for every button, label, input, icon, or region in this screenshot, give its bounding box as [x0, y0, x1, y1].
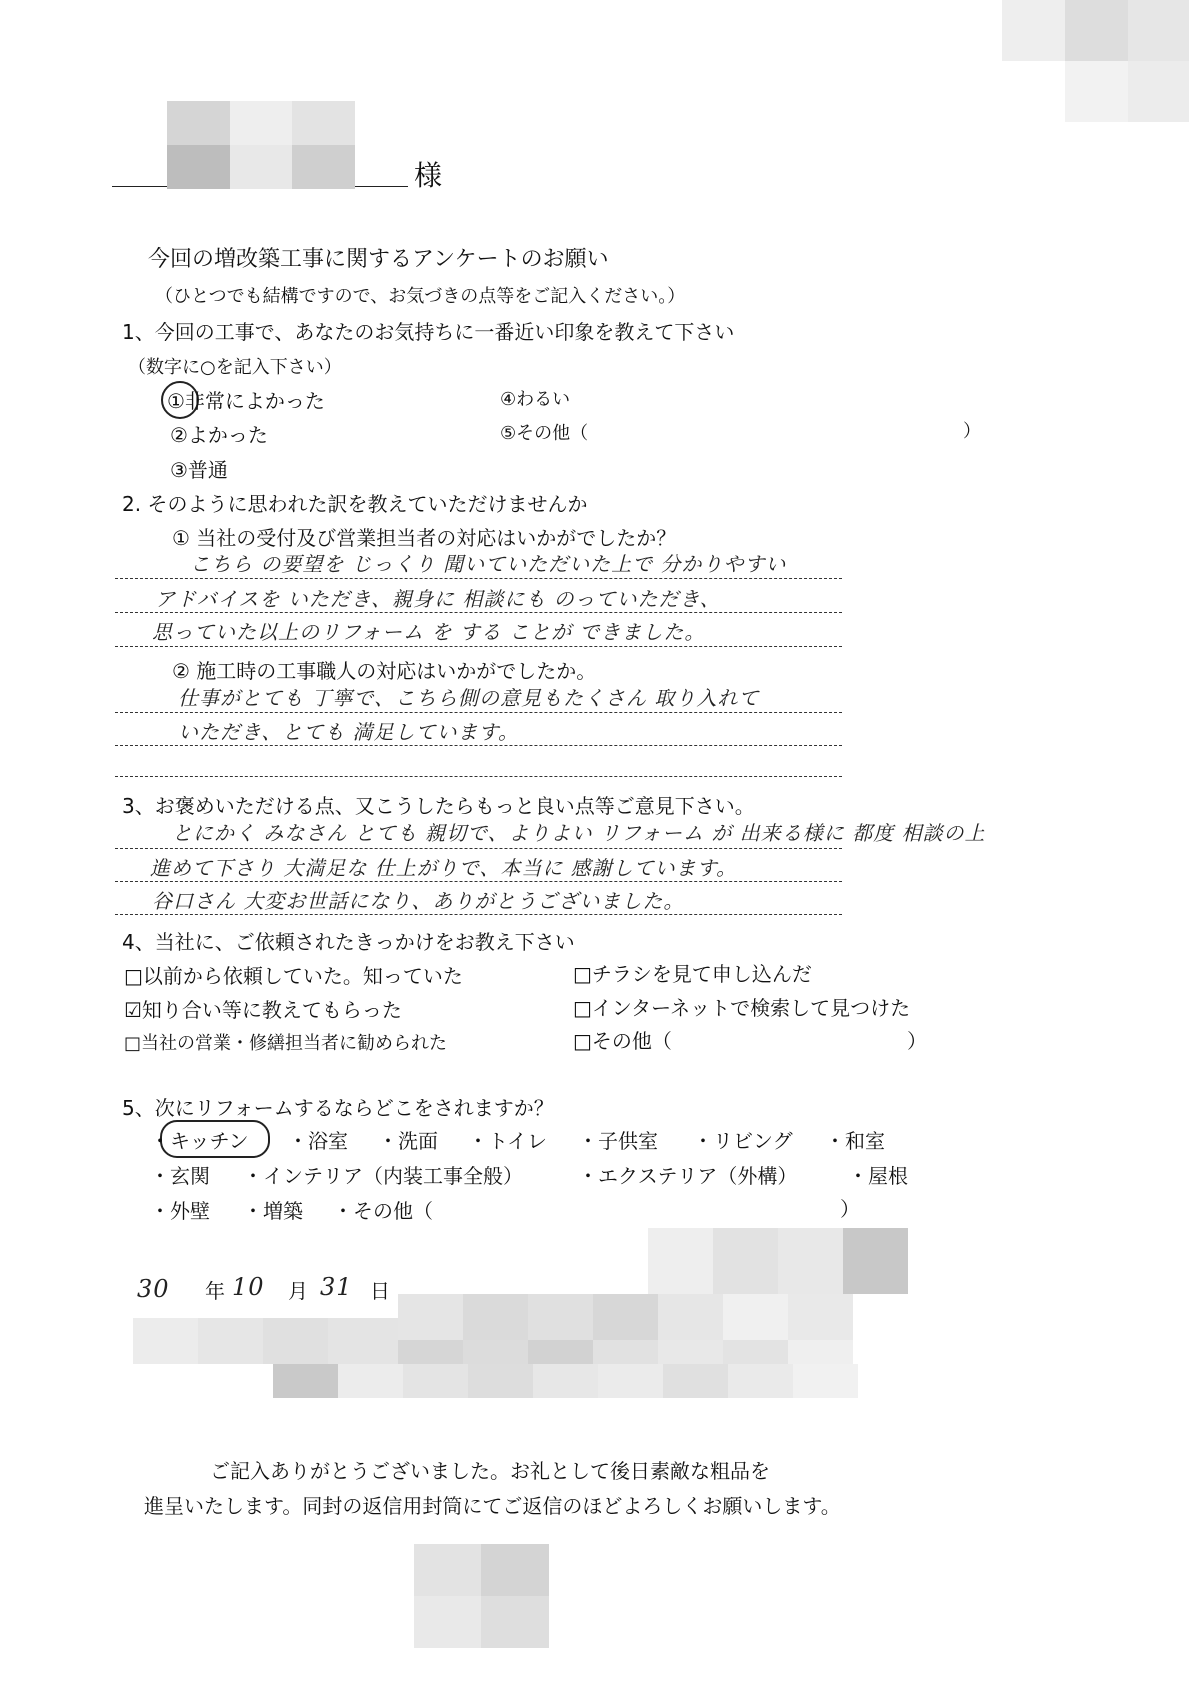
q1-option-4[interactable]: ④わるい	[500, 389, 571, 410]
q2-question: 2. そのように思われた訳を教えていただけませんか	[122, 492, 588, 516]
q5-option-japanese-room[interactable]: ・和室	[825, 1129, 885, 1153]
q2-answer1-line1: こちら の要望を じっくり 聞いていただいた上で 分かりやすい	[190, 552, 787, 576]
q3-answer-line1: とにかく みなさん とても 親切で、よりよい リフォーム が 出来る様に 都度 相談の上	[172, 821, 986, 845]
q5-other-close: ）	[840, 1197, 860, 1221]
q5-option-outer-wall[interactable]: ・外壁	[150, 1199, 210, 1223]
q4-option-acquaintance[interactable]: ☑知り合い等に教えてもらった	[124, 998, 402, 1022]
q5-option-exterior[interactable]: ・エクステリア（外構）	[578, 1164, 798, 1188]
redaction-stamp	[414, 1544, 549, 1648]
q4-option-flyer[interactable]: □チラシを見て申し込んだ	[573, 962, 812, 986]
q1-instruction: （数字に○を記入下さい）	[128, 357, 342, 378]
q5-option-kitchen[interactable]: ・キッチン	[150, 1129, 249, 1153]
answer-line	[115, 745, 842, 746]
q3-answer-line2: 進めて下さり 大満足な 仕上がりで、本当に 感謝しています。	[150, 856, 738, 880]
answer-line	[115, 776, 842, 777]
q2-sub2: ② 施工時の工事職人の対応はいかがでしたか。	[172, 659, 597, 683]
footer-line-1: ご記入ありがとうございました。お礼として後日素敵な粗品を	[210, 1459, 770, 1483]
date-month: 10	[232, 1273, 265, 1301]
answer-line	[115, 881, 842, 882]
date-day: 31	[320, 1273, 353, 1301]
footer-line-2: 進呈いたします。同封の返信用封筒にてご返信のほどよろしくお願いします。	[144, 1494, 841, 1518]
answer-line	[115, 914, 842, 915]
q4-option-other[interactable]: □その他（	[573, 1029, 672, 1053]
q5-option-roof[interactable]: ・屋根	[848, 1164, 908, 1188]
q1-option-2[interactable]: ②よかった	[170, 423, 268, 447]
q1-option-1[interactable]: ①非常によかった	[167, 389, 325, 413]
q4-option-sales[interactable]: □当社の営業・修繕担当者に勧められた	[124, 1033, 448, 1054]
q4-option-internet[interactable]: □インターネットで検索して見つけた	[573, 996, 911, 1020]
redaction-top-right	[1002, 0, 1189, 122]
answer-line	[115, 578, 842, 579]
date-year: 30	[137, 1275, 170, 1303]
q2-answer1-line3: 思っていた以上のリフォーム を する ことが できました。	[152, 620, 706, 644]
q2-answer2-line2: いただき、とても 満足しています。	[178, 720, 519, 744]
answer-line	[115, 646, 842, 647]
q5-option-interior[interactable]: ・インテリア（内装工事全般）	[243, 1164, 523, 1188]
q5-option-kids-room[interactable]: ・子供室	[578, 1129, 658, 1153]
answer-line	[115, 612, 842, 613]
q2-answer2-line1: 仕事がとても 丁寧で、こちら側の意見もたくさん 取り入れて	[178, 686, 760, 710]
page-title: 今回の増改築工事に関するアンケートのお願い	[148, 247, 609, 272]
q3-answer-line3: 谷口さん 大変お世話になり、ありがとうございました。	[152, 889, 685, 913]
q3-question: 3、お褒めいただける点、又こうしたらもっと良い点等ご意見下さい。	[122, 794, 755, 818]
q5-option-washroom[interactable]: ・洗面	[378, 1129, 438, 1153]
date-year-label: 年	[205, 1279, 225, 1303]
q5-option-toilet[interactable]: ・トイレ	[468, 1129, 547, 1153]
q4-other-close: ）	[907, 1029, 927, 1053]
q1-question: 1、今回の工事で、あなたのお気持ちに一番近い印象を教えて下さい	[122, 320, 735, 344]
redaction-signature	[133, 1228, 933, 1398]
answer-line	[115, 848, 842, 849]
q1-option-3[interactable]: ③普通	[170, 458, 228, 482]
honorific: 様	[414, 159, 443, 192]
redaction-addressee	[167, 101, 355, 189]
q1-option-5[interactable]: ⑤その他（	[500, 423, 589, 444]
date-month-label: 月	[288, 1279, 308, 1303]
q5-option-other[interactable]: ・その他（	[333, 1199, 433, 1223]
q2-sub1: ① 当社の受付及び営業担当者の対応はいかがでしたか？	[172, 526, 677, 550]
q4-option-previous[interactable]: □以前から依頼していた。知っていた	[124, 964, 463, 988]
q1-option-5-close: ）	[963, 421, 981, 442]
q4-question: 4、当社に、ご依頼されたきっかけをお教え下さい	[122, 930, 575, 954]
subtitle: （ひとつでも結構ですので、お気づきの点等をご記入ください。）	[155, 286, 686, 307]
q5-option-extension[interactable]: ・増築	[243, 1199, 303, 1223]
q5-option-living[interactable]: ・リビング	[693, 1129, 793, 1153]
q2-answer1-line2: アドバイスを いただき、親身に 相談にも のっていただき、	[155, 587, 721, 611]
date-day-label: 日	[370, 1279, 390, 1303]
q5-option-bathroom[interactable]: ・浴室	[288, 1129, 348, 1153]
answer-line	[115, 712, 842, 713]
q5-option-entrance[interactable]: ・玄関	[150, 1164, 210, 1188]
q5-question: 5、次にリフォームするならどこをされますか？	[122, 1096, 554, 1120]
